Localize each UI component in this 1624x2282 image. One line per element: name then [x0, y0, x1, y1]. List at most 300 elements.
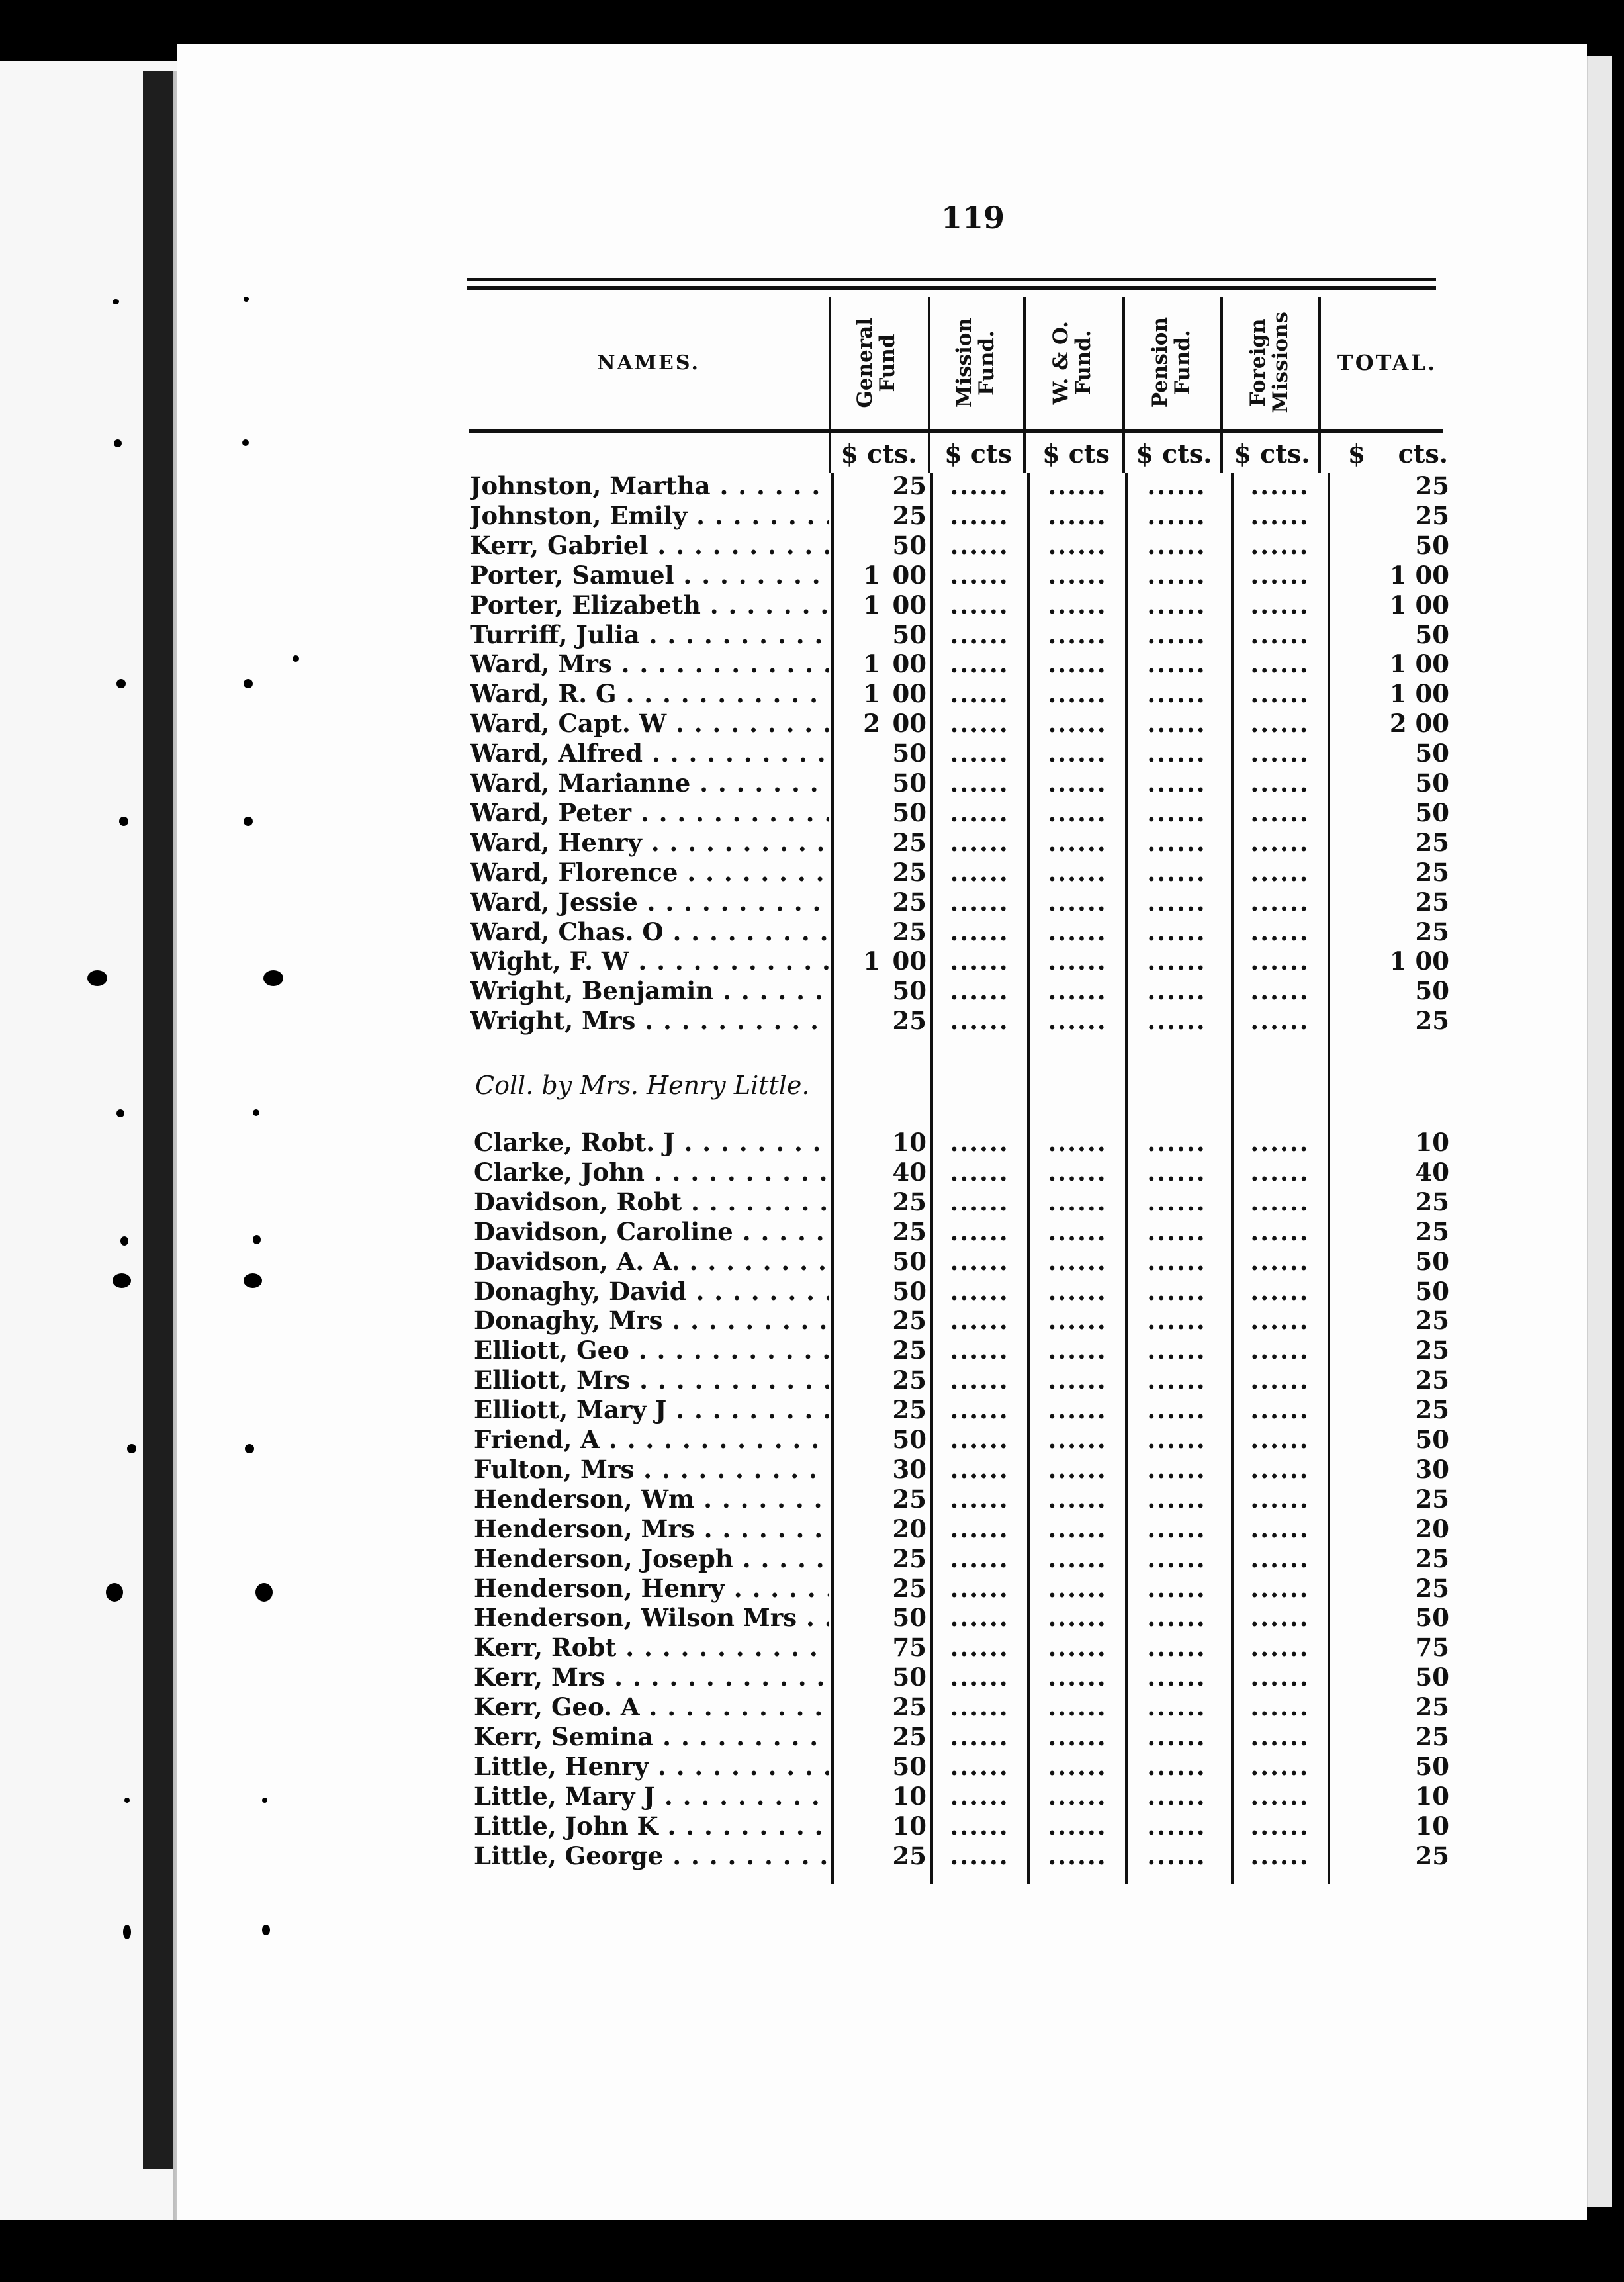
- mission-fund-empty: ......: [950, 1543, 1009, 1573]
- mission-fund-empty: ......: [950, 1663, 1009, 1692]
- mission-fund-empty: ......: [950, 1395, 1009, 1425]
- general-fund-cents: 25: [892, 1692, 926, 1722]
- foreign-missions-empty: ......: [1250, 917, 1310, 946]
- foreign-missions-empty: ......: [1250, 619, 1310, 649]
- contributor-name: Kerr, Robt . . .: [474, 1633, 829, 1662]
- table-row: [0, 531, 1624, 560]
- row-total: 25: [1415, 1395, 1449, 1425]
- contributor-name: Elliott, Geo . . .: [474, 1336, 829, 1365]
- mission-fund-empty: ......: [950, 1751, 1009, 1781]
- wo-fund-empty: ......: [1048, 1276, 1107, 1306]
- general-fund-cents: 25: [892, 1573, 926, 1603]
- table-row: [0, 620, 1624, 649]
- general-fund-cents: 50: [892, 798, 926, 827]
- contributor-name: Ward, Capt. W . . .: [470, 709, 829, 738]
- pension-fund-empty: ......: [1147, 1425, 1206, 1454]
- row-total: 25: [1415, 1692, 1449, 1722]
- general-fund-cents: 75: [892, 1633, 926, 1663]
- wo-fund-empty: ......: [1048, 1128, 1107, 1157]
- pension-fund-empty: ......: [1147, 1216, 1206, 1246]
- general-fund-cents: 10: [892, 1781, 926, 1811]
- mission-fund-empty: ......: [950, 1573, 1009, 1603]
- mission-fund-empty: ......: [950, 500, 1009, 530]
- table-row: [0, 1633, 1624, 1662]
- row-total: 25: [1415, 1006, 1449, 1036]
- contributor-name: Little, John K . . .: [474, 1811, 829, 1841]
- foreign-missions-header: Foreign Missions: [1246, 312, 1292, 414]
- foreign-missions-empty: ......: [1250, 1781, 1310, 1811]
- wo-fund-empty: ......: [1048, 1365, 1107, 1395]
- foreign-missions-empty: ......: [1250, 1246, 1310, 1276]
- mission-fund-empty: ......: [950, 1722, 1009, 1751]
- foreign-missions-empty: ......: [1250, 709, 1310, 739]
- wo-fund-units: $ cts: [1042, 439, 1110, 469]
- foreign-missions-empty: ......: [1250, 946, 1310, 976]
- contributor-name: Johnston, Emily . . .: [470, 501, 829, 530]
- foreign-missions-empty: ......: [1250, 1543, 1310, 1573]
- pension-fund-empty: ......: [1147, 1187, 1206, 1216]
- pension-fund-empty: ......: [1147, 1781, 1206, 1811]
- table-row: [0, 739, 1624, 768]
- pension-fund-empty: ......: [1147, 1365, 1206, 1395]
- mission-fund-empty: ......: [950, 619, 1009, 649]
- foreign-missions-empty: ......: [1250, 1603, 1310, 1633]
- pension-fund-empty: ......: [1147, 1841, 1206, 1870]
- wo-fund-empty: ......: [1048, 500, 1107, 530]
- general-fund-dollars: 1: [863, 590, 880, 619]
- general-fund-cents: 50: [892, 619, 926, 649]
- contributor-name: Wight, F. W . . .: [470, 946, 829, 976]
- wo-fund-empty: ......: [1048, 1603, 1107, 1633]
- general-fund-cents: 00: [892, 946, 926, 976]
- pension-fund-empty: ......: [1147, 1006, 1206, 1036]
- table-row: [0, 1425, 1624, 1454]
- row-total: 25: [1415, 827, 1449, 857]
- foreign-missions-empty: ......: [1250, 1692, 1310, 1722]
- general-fund-cents: 25: [892, 887, 926, 917]
- pension-fund-empty: ......: [1147, 679, 1206, 709]
- foreign-missions-empty: ......: [1250, 1484, 1310, 1514]
- general-fund-cents: 50: [892, 739, 926, 768]
- pension-fund-empty: ......: [1147, 798, 1206, 827]
- foreign-missions-empty: ......: [1250, 1722, 1310, 1751]
- mission-fund-empty: ......: [950, 1425, 1009, 1454]
- contributor-name: Ward, Henry . . .: [470, 828, 829, 857]
- foreign-missions-empty: ......: [1250, 1841, 1310, 1870]
- pension-fund-empty: ......: [1147, 1663, 1206, 1692]
- general-fund-cents: 50: [892, 976, 926, 1006]
- wo-fund-empty: ......: [1048, 768, 1107, 798]
- contributor-name: Clarke, Robt. J . . .: [474, 1128, 829, 1157]
- table-row: [0, 1484, 1624, 1514]
- page-number: 119: [940, 200, 1005, 236]
- general-fund-cents: 25: [892, 857, 926, 887]
- table-row: [0, 1306, 1624, 1335]
- general-fund-cents: 10: [892, 1811, 926, 1841]
- wo-fund-empty: ......: [1048, 739, 1107, 768]
- wo-fund-empty: ......: [1048, 827, 1107, 857]
- wo-fund-empty: ......: [1048, 1751, 1107, 1781]
- table-row: [0, 471, 1624, 500]
- table-row: [0, 1603, 1624, 1632]
- pension-fund-empty: ......: [1147, 530, 1206, 560]
- pension-fund-empty: ......: [1147, 1751, 1206, 1781]
- mission-fund-empty: ......: [950, 798, 1009, 827]
- general-fund-cents: 25: [892, 827, 926, 857]
- wo-fund-empty: ......: [1048, 946, 1107, 976]
- foreign-missions-empty: ......: [1250, 1336, 1310, 1365]
- pension-fund-empty: ......: [1147, 649, 1206, 679]
- contributor-name: Elliott, Mrs . . .: [474, 1365, 829, 1394]
- table-row: [0, 1187, 1624, 1216]
- mission-fund-empty: ......: [950, 1603, 1009, 1633]
- wo-fund-empty: ......: [1048, 1454, 1107, 1484]
- row-total: 25: [1415, 1365, 1449, 1395]
- foreign-missions-empty: ......: [1250, 1573, 1310, 1603]
- foreign-missions-empty: ......: [1250, 1276, 1310, 1306]
- table-row: [0, 1336, 1624, 1365]
- general-fund-cents: 50: [892, 1751, 926, 1781]
- row-total: 25: [1415, 471, 1449, 500]
- contributor-name: Fulton, Mrs . . .: [474, 1455, 829, 1484]
- total-dollar-unit: $: [1347, 439, 1366, 469]
- pension-fund-empty: ......: [1147, 1633, 1206, 1663]
- contributor-name: Wright, Benjamin . . .: [470, 976, 829, 1005]
- row-total: 1 00: [1389, 649, 1449, 679]
- contributor-name: Kerr, Semina . . .: [474, 1722, 829, 1751]
- wo-fund-empty: ......: [1048, 1187, 1107, 1216]
- pension-fund-empty: ......: [1147, 917, 1206, 946]
- foreign-missions-empty: ......: [1250, 1365, 1310, 1395]
- wo-fund-empty: ......: [1048, 709, 1107, 739]
- pension-fund-empty: ......: [1147, 1811, 1206, 1841]
- general-fund-cents: 10: [892, 1128, 926, 1157]
- foreign-missions-empty: ......: [1250, 1454, 1310, 1484]
- pension-fund-empty: ......: [1147, 1454, 1206, 1484]
- table-row: [0, 1395, 1624, 1424]
- collector-heading: Coll. by Mrs. Henry Little.: [475, 1071, 810, 1100]
- pension-fund-empty: ......: [1147, 1157, 1206, 1187]
- general-fund-cents: 25: [892, 1216, 926, 1246]
- contributor-name: Davidson, Caroline . . .: [474, 1217, 829, 1246]
- table-row: [0, 917, 1624, 946]
- pension-fund-empty: ......: [1147, 1722, 1206, 1751]
- mission-fund-empty: ......: [950, 857, 1009, 887]
- pension-fund-empty: ......: [1147, 1692, 1206, 1722]
- row-total: 40: [1415, 1157, 1449, 1187]
- foreign-missions-empty: ......: [1250, 560, 1310, 590]
- foreign-missions-empty: ......: [1250, 530, 1310, 560]
- mission-fund-empty: ......: [950, 560, 1009, 590]
- row-total: 1 00: [1389, 946, 1449, 976]
- row-total: 50: [1415, 768, 1449, 798]
- general-fund-cents: 25: [892, 1484, 926, 1514]
- contributor-name: Ward, Florence . . .: [470, 858, 829, 887]
- general-fund-cents: 25: [892, 1395, 926, 1425]
- general-fund-cents: 00: [892, 709, 926, 739]
- wo-fund-empty: ......: [1048, 976, 1107, 1006]
- general-fund-cents: 25: [892, 1006, 926, 1036]
- foreign-missions-empty: ......: [1250, 1425, 1310, 1454]
- contributor-name: Little, Henry . . .: [474, 1752, 829, 1781]
- mission-fund-empty: ......: [950, 679, 1009, 709]
- row-total: 25: [1415, 1484, 1449, 1514]
- table-row: [0, 1752, 1624, 1781]
- foreign-missions-empty: ......: [1250, 768, 1310, 798]
- mission-fund-empty: ......: [950, 471, 1009, 500]
- wo-fund-empty: ......: [1048, 798, 1107, 827]
- table-row: [0, 798, 1624, 827]
- row-total: 25: [1415, 1187, 1449, 1216]
- table-row: [0, 1006, 1624, 1035]
- general-fund-cents: 25: [892, 500, 926, 530]
- general-fund-dollars: 2: [863, 709, 880, 739]
- general-fund-cents: 25: [892, 471, 926, 500]
- pension-fund-empty: ......: [1147, 471, 1206, 500]
- wo-fund-empty: ......: [1048, 1246, 1107, 1276]
- mission-fund-empty: ......: [950, 1216, 1009, 1246]
- table-row: [0, 888, 1624, 917]
- contributor-name: Ward, Mrs . . .: [470, 649, 829, 678]
- names-header: NAMES.: [597, 351, 700, 375]
- row-total: 10: [1415, 1128, 1449, 1157]
- row-total: 25: [1415, 857, 1449, 887]
- general-fund-cents: 25: [892, 1543, 926, 1573]
- mission-fund-empty: ......: [950, 1365, 1009, 1395]
- contributor-name: Johnston, Martha . . .: [470, 471, 829, 500]
- general-fund-cents: 25: [892, 1306, 926, 1336]
- table-row: [0, 1574, 1624, 1603]
- contributor-name: Henderson, Henry . . .: [474, 1574, 829, 1603]
- table-row: [0, 1663, 1624, 1692]
- table-row: [0, 1455, 1624, 1484]
- row-total: 20: [1415, 1514, 1449, 1543]
- mission-fund-empty: ......: [950, 1276, 1009, 1306]
- wo-fund-empty: ......: [1048, 1722, 1107, 1751]
- row-total: 10: [1415, 1781, 1449, 1811]
- contributor-name: Friend, A . . .: [474, 1425, 829, 1454]
- table-row: [0, 1841, 1624, 1870]
- general-fund-cents: 50: [892, 530, 926, 560]
- contributor-name: Kerr, Gabriel . . .: [470, 531, 829, 560]
- wo-fund-empty: ......: [1048, 1781, 1107, 1811]
- wo-fund-empty: ......: [1048, 1395, 1107, 1425]
- general-fund-cents: 25: [892, 1841, 926, 1870]
- mission-fund-empty: ......: [950, 1781, 1009, 1811]
- contributor-name: Wright, Mrs . . .: [470, 1006, 829, 1035]
- row-total: 25: [1415, 1336, 1449, 1365]
- row-total: 1 00: [1389, 560, 1449, 590]
- row-total: 25: [1415, 1722, 1449, 1751]
- general-fund-cents: 50: [892, 1663, 926, 1692]
- table-row: [0, 561, 1624, 590]
- pension-fund-empty: ......: [1147, 1246, 1206, 1276]
- wo-fund-empty: ......: [1048, 1514, 1107, 1543]
- general-fund-cents: 50: [892, 1603, 926, 1633]
- contributor-name: Davidson, A. A. . . .: [474, 1247, 829, 1276]
- general-fund-units: $ cts.: [840, 439, 917, 469]
- contributor-name: Elliott, Mary J . . .: [474, 1395, 829, 1424]
- wo-fund-empty: ......: [1048, 560, 1107, 590]
- general-fund-cents: 50: [892, 768, 926, 798]
- foreign-missions-empty: ......: [1250, 1306, 1310, 1336]
- row-total: 50: [1415, 619, 1449, 649]
- pension-fund-empty: ......: [1147, 1276, 1206, 1306]
- general-fund-dollars: 1: [863, 560, 880, 590]
- pension-fund-empty: ......: [1147, 1395, 1206, 1425]
- general-fund-cents: 25: [892, 1365, 926, 1395]
- row-total: 25: [1415, 1841, 1449, 1870]
- table-row: [0, 1277, 1624, 1306]
- contributor-name: Henderson, Wilson Mrs . . .: [474, 1603, 829, 1632]
- mission-fund-empty: ......: [950, 1514, 1009, 1543]
- foreign-missions-empty: ......: [1250, 1216, 1310, 1246]
- mission-fund-empty: ......: [950, 1484, 1009, 1514]
- general-fund-dollars: 1: [863, 946, 880, 976]
- table-row: [0, 1722, 1624, 1751]
- contributor-name: Ward, Peter . . .: [470, 798, 829, 827]
- general-fund-dollars: 1: [863, 679, 880, 709]
- pension-fund-empty: ......: [1147, 709, 1206, 739]
- mission-fund-empty: ......: [950, 530, 1009, 560]
- foreign-missions-empty: ......: [1250, 1751, 1310, 1781]
- general-fund-cents: 25: [892, 917, 926, 946]
- wo-fund-empty: ......: [1048, 1216, 1107, 1246]
- foreign-missions-empty: ......: [1250, 739, 1310, 768]
- row-total: 1 00: [1389, 590, 1449, 619]
- wo-fund-header: W. & O. Fund.: [1049, 320, 1095, 405]
- wo-fund-empty: ......: [1048, 1425, 1107, 1454]
- mission-fund-empty: ......: [950, 1157, 1009, 1187]
- row-total: 50: [1415, 1603, 1449, 1633]
- pension-fund-units: $ cts.: [1136, 439, 1212, 469]
- wo-fund-empty: ......: [1048, 1157, 1107, 1187]
- general-fund-cents: 25: [892, 1336, 926, 1365]
- foreign-missions-empty: ......: [1250, 679, 1310, 709]
- wo-fund-empty: ......: [1048, 1336, 1107, 1365]
- table-row: [0, 946, 1624, 976]
- mission-fund-empty: ......: [950, 917, 1009, 946]
- foreign-missions-empty: ......: [1250, 1811, 1310, 1841]
- table-row: [0, 679, 1624, 708]
- table-row: [0, 1811, 1624, 1841]
- pension-fund-empty: ......: [1147, 887, 1206, 917]
- mission-fund-empty: ......: [950, 1692, 1009, 1722]
- contributor-name: Little, Mary J . . .: [474, 1782, 829, 1811]
- wo-fund-empty: ......: [1048, 1841, 1107, 1870]
- mission-fund-empty: ......: [950, 1128, 1009, 1157]
- foreign-missions-empty: ......: [1250, 1157, 1310, 1187]
- wo-fund-empty: ......: [1048, 590, 1107, 619]
- pension-fund-empty: ......: [1147, 1573, 1206, 1603]
- wo-fund-empty: ......: [1048, 1633, 1107, 1663]
- contributor-name: Henderson, Mrs . . .: [474, 1514, 829, 1543]
- foreign-missions-empty: ......: [1250, 500, 1310, 530]
- contributor-name: Donaghy, David . . .: [474, 1277, 829, 1306]
- row-total: 50: [1415, 1663, 1449, 1692]
- foreign-missions-empty: ......: [1250, 827, 1310, 857]
- mission-fund-empty: ......: [950, 1336, 1009, 1365]
- contributor-name: Ward, Alfred . . .: [470, 739, 829, 768]
- mission-fund-empty: ......: [950, 887, 1009, 917]
- mission-fund-empty: ......: [950, 768, 1009, 798]
- pension-fund-empty: ......: [1147, 1336, 1206, 1365]
- row-total: 50: [1415, 1246, 1449, 1276]
- contributor-name: Kerr, Mrs . . .: [474, 1663, 829, 1692]
- row-total: 50: [1415, 1425, 1449, 1454]
- table-row: [0, 1692, 1624, 1721]
- foreign-missions-empty: ......: [1250, 1395, 1310, 1425]
- wo-fund-empty: ......: [1048, 857, 1107, 887]
- wo-fund-empty: ......: [1048, 887, 1107, 917]
- wo-fund-empty: ......: [1048, 1573, 1107, 1603]
- mission-fund-empty: ......: [950, 1006, 1009, 1036]
- general-fund-cents: 50: [892, 1425, 926, 1454]
- wo-fund-empty: ......: [1048, 649, 1107, 679]
- table-row: [0, 1217, 1624, 1246]
- table-row: [0, 590, 1624, 619]
- general-fund-cents: 25: [892, 1187, 926, 1216]
- pension-fund-empty: ......: [1147, 1128, 1206, 1157]
- row-total: 50: [1415, 530, 1449, 560]
- table-row: [0, 976, 1624, 1005]
- row-total: 25: [1415, 1573, 1449, 1603]
- general-fund-cents: 30: [892, 1454, 926, 1484]
- pension-fund-empty: ......: [1147, 500, 1206, 530]
- table-row: [0, 1158, 1624, 1187]
- foreign-missions-empty: ......: [1250, 1633, 1310, 1663]
- contributor-name: Davidson, Robt . . .: [474, 1187, 829, 1216]
- mission-fund-empty: ......: [950, 1187, 1009, 1216]
- wo-fund-empty: ......: [1048, 917, 1107, 946]
- wo-fund-empty: ......: [1048, 679, 1107, 709]
- contributor-name: Porter, Elizabeth . . .: [470, 590, 829, 619]
- contributor-name: Ward, R. G . . .: [470, 679, 829, 708]
- general-fund-cents: 00: [892, 590, 926, 619]
- mission-fund-empty: ......: [950, 827, 1009, 857]
- row-total: 10: [1415, 1811, 1449, 1841]
- row-total: 25: [1415, 1216, 1449, 1246]
- wo-fund-empty: ......: [1048, 530, 1107, 560]
- general-fund-cents: 00: [892, 649, 926, 679]
- contributor-name: Clarke, John . . .: [474, 1158, 829, 1187]
- wo-fund-empty: ......: [1048, 1484, 1107, 1514]
- general-fund-dollars: 1: [863, 649, 880, 679]
- pension-fund-empty: ......: [1147, 1484, 1206, 1514]
- contributor-name: Little, George . . .: [474, 1841, 829, 1870]
- foreign-missions-units: $ cts.: [1234, 439, 1310, 469]
- row-total: 75: [1415, 1633, 1449, 1663]
- general-fund-cents: 00: [892, 560, 926, 590]
- pension-fund-empty: ......: [1147, 827, 1206, 857]
- contributor-name: Ward, Marianne . . .: [470, 768, 829, 798]
- mission-fund-empty: ......: [950, 1306, 1009, 1336]
- mission-fund-empty: ......: [950, 1841, 1009, 1870]
- mission-fund-empty: ......: [950, 1633, 1009, 1663]
- table-row: [0, 1514, 1624, 1543]
- foreign-missions-empty: ......: [1250, 887, 1310, 917]
- row-total: 30: [1415, 1454, 1449, 1484]
- contributor-name: Ward, Chas. O . . .: [470, 917, 829, 946]
- pension-fund-header: Pension Fund.: [1148, 317, 1195, 408]
- contributor-name: Turriff, Julia . . .: [470, 620, 829, 649]
- pension-fund-empty: ......: [1147, 946, 1206, 976]
- row-total: 25: [1415, 1306, 1449, 1336]
- general-fund-cents: 25: [892, 1722, 926, 1751]
- row-total: 50: [1415, 739, 1449, 768]
- general-fund-cents: 00: [892, 679, 926, 709]
- general-fund-cents: 50: [892, 1246, 926, 1276]
